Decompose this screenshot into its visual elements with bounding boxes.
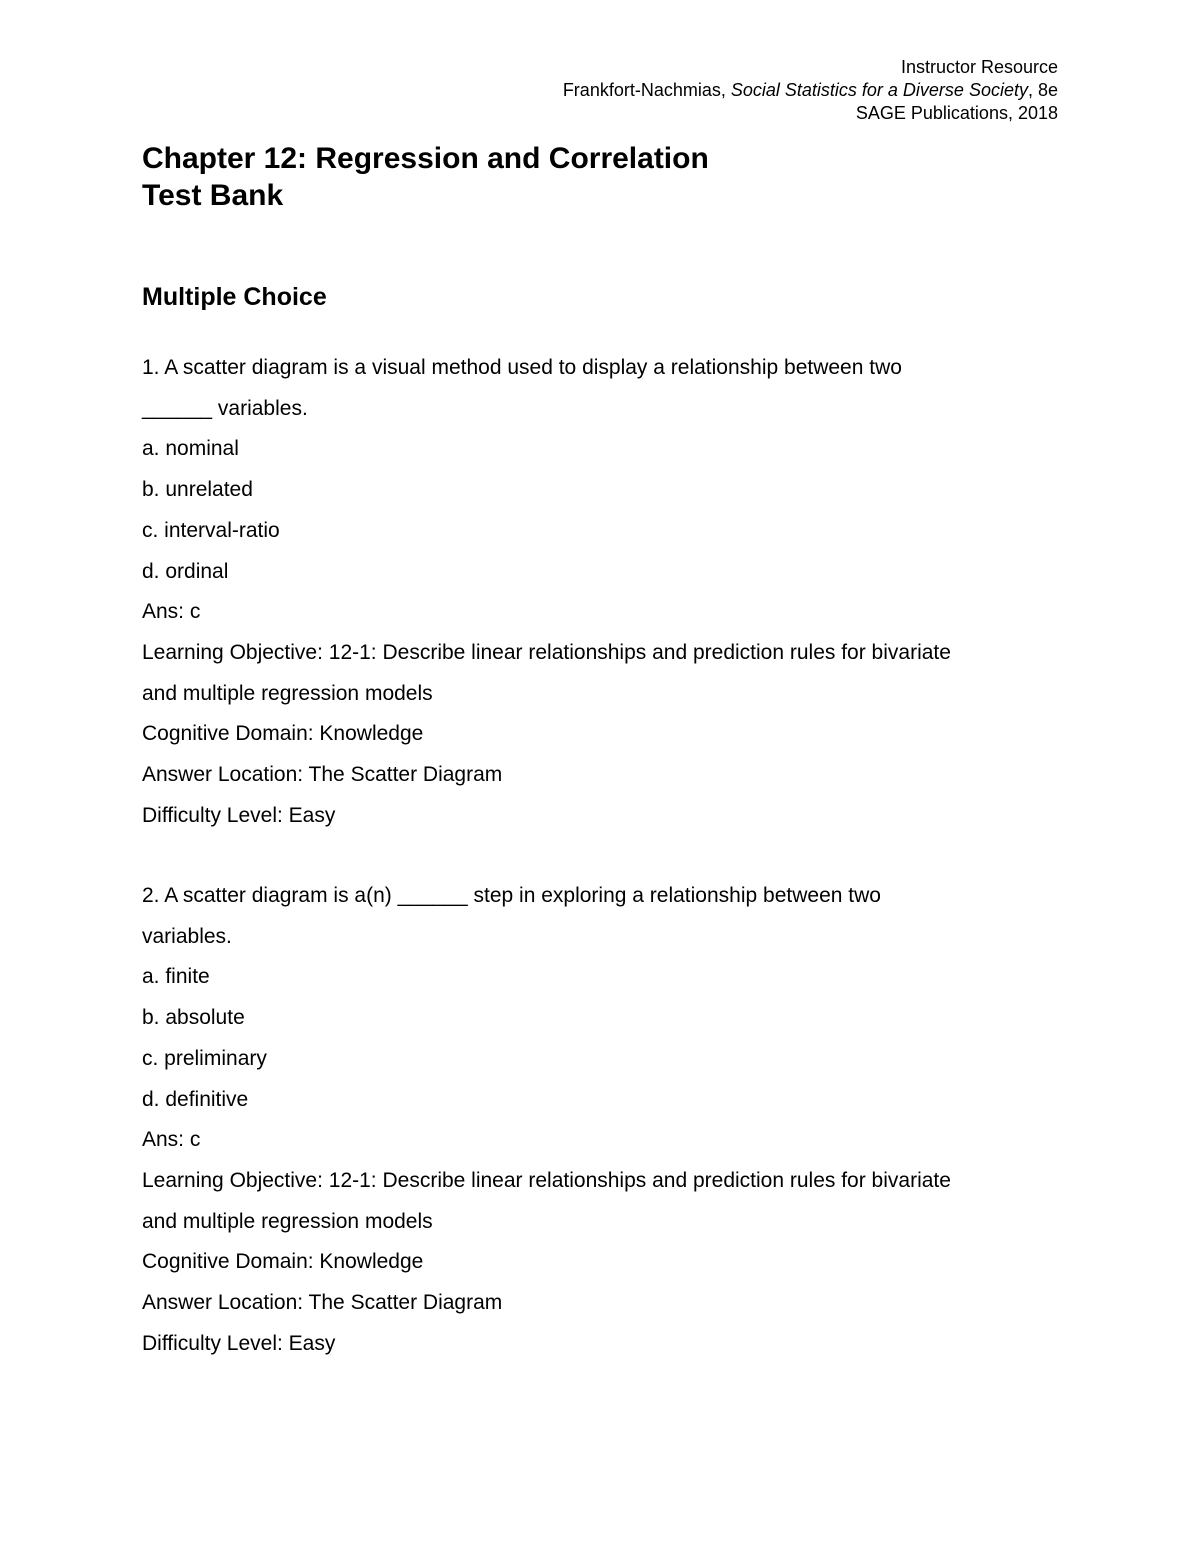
chapter-title (142, 140, 709, 214)
question-stem-continued: ______ variables. (142, 396, 308, 420)
test-bank-title: Test Bank (142, 179, 284, 212)
question-stem: 1. A scatter diagram is a visual method used to display a relationship between two (142, 356, 902, 379)
header-author: Frankfort-Nachmias, (562, 80, 731, 100)
option-a: a. nominal (142, 437, 239, 461)
option-a: a. finite (142, 965, 210, 989)
question-stem: 2. A scatter diagram is a(n) ______ step in exploring a relationship between two (142, 884, 881, 907)
question-stem-continued: variables. (142, 924, 232, 948)
learning-objective: Learning Objective: 12-1: Describe linear relationships and prediction rules for bivariate (142, 640, 951, 664)
difficulty-level: Difficulty Level: Easy (142, 1331, 336, 1355)
answer-key: Ans: c (142, 600, 201, 624)
header-edition: , 8e (1027, 80, 1058, 100)
answer-location: Answer Location: The Scatter Diagram (142, 763, 503, 787)
learning-objective-continued: and multiple regression models (142, 681, 433, 705)
answer-location: Answer Location: The Scatter Diagram (142, 1291, 503, 1315)
question-1 (142, 348, 1062, 836)
answer-key: Ans: c (142, 1128, 201, 1152)
option-d: d. definitive (142, 1087, 249, 1111)
learning-objective-continued: and multiple regression models (142, 1209, 433, 1233)
question-2 (142, 876, 1062, 1364)
option-c: c. preliminary (142, 1046, 267, 1070)
section-heading-multiple-choice: Multiple Choice (142, 283, 327, 311)
option-d: d. ordinal (142, 559, 229, 583)
option-b: b. unrelated (142, 478, 253, 502)
chapter-title-line: Chapter 12: Regression and Correlation (142, 142, 709, 175)
cognitive-domain: Cognitive Domain: Knowledge (142, 1250, 424, 1274)
header-book-citation (358, 79, 1058, 102)
option-c: c. interval-ratio (142, 518, 280, 542)
difficulty-level: Difficulty Level: Easy (142, 803, 336, 827)
cognitive-domain: Cognitive Domain: Knowledge (142, 722, 424, 746)
page-header (358, 56, 1058, 125)
header-publisher: SAGE Publications, 2018 (855, 103, 1058, 123)
learning-objective: Learning Objective: 12-1: Describe linear relationships and prediction rules for bivariate (142, 1168, 951, 1192)
header-resource-label: Instructor Resource (900, 57, 1058, 77)
option-b: b. absolute (142, 1006, 245, 1030)
header-book-title: Social Statistics for a Diverse Society (730, 80, 1028, 100)
